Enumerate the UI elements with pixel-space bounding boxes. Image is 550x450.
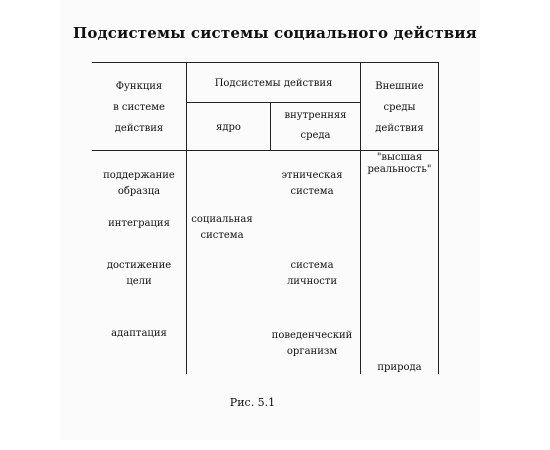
table-top-border xyxy=(92,62,439,63)
core-social-system: социальная система xyxy=(191,214,253,241)
subsystems-sub-border xyxy=(186,102,360,103)
function-integration: интеграция xyxy=(108,218,170,229)
table-right-border xyxy=(438,62,439,374)
header-subsystems: Подсистемы действия xyxy=(214,78,333,89)
subsystems-table xyxy=(92,62,439,374)
header-function: Функция в системе действия xyxy=(113,81,165,134)
page-title: Подсистемы системы социального действия xyxy=(73,24,477,42)
outer-nature: природа xyxy=(377,362,422,373)
figure-caption: Рис. 5.1 xyxy=(229,396,276,409)
function-adaptation: адаптация xyxy=(111,328,167,339)
header-core: ядро xyxy=(216,122,241,133)
function-pattern-maintenance: поддержание образца xyxy=(103,170,175,197)
inner-personality-system: система личности xyxy=(286,260,338,287)
outer-higher-reality: "высшая реальность" xyxy=(367,152,432,175)
header-inner-env: внутренняя среда xyxy=(284,110,347,141)
function-goal-attainment: достижение цели xyxy=(106,260,172,287)
inner-behavioral-organism: поведенческий организм xyxy=(271,330,353,357)
header-bottom-border xyxy=(92,150,439,151)
inner-ethnic-system: этническая система xyxy=(281,170,343,197)
header-outer-env: Внешние среды действия xyxy=(375,81,424,134)
